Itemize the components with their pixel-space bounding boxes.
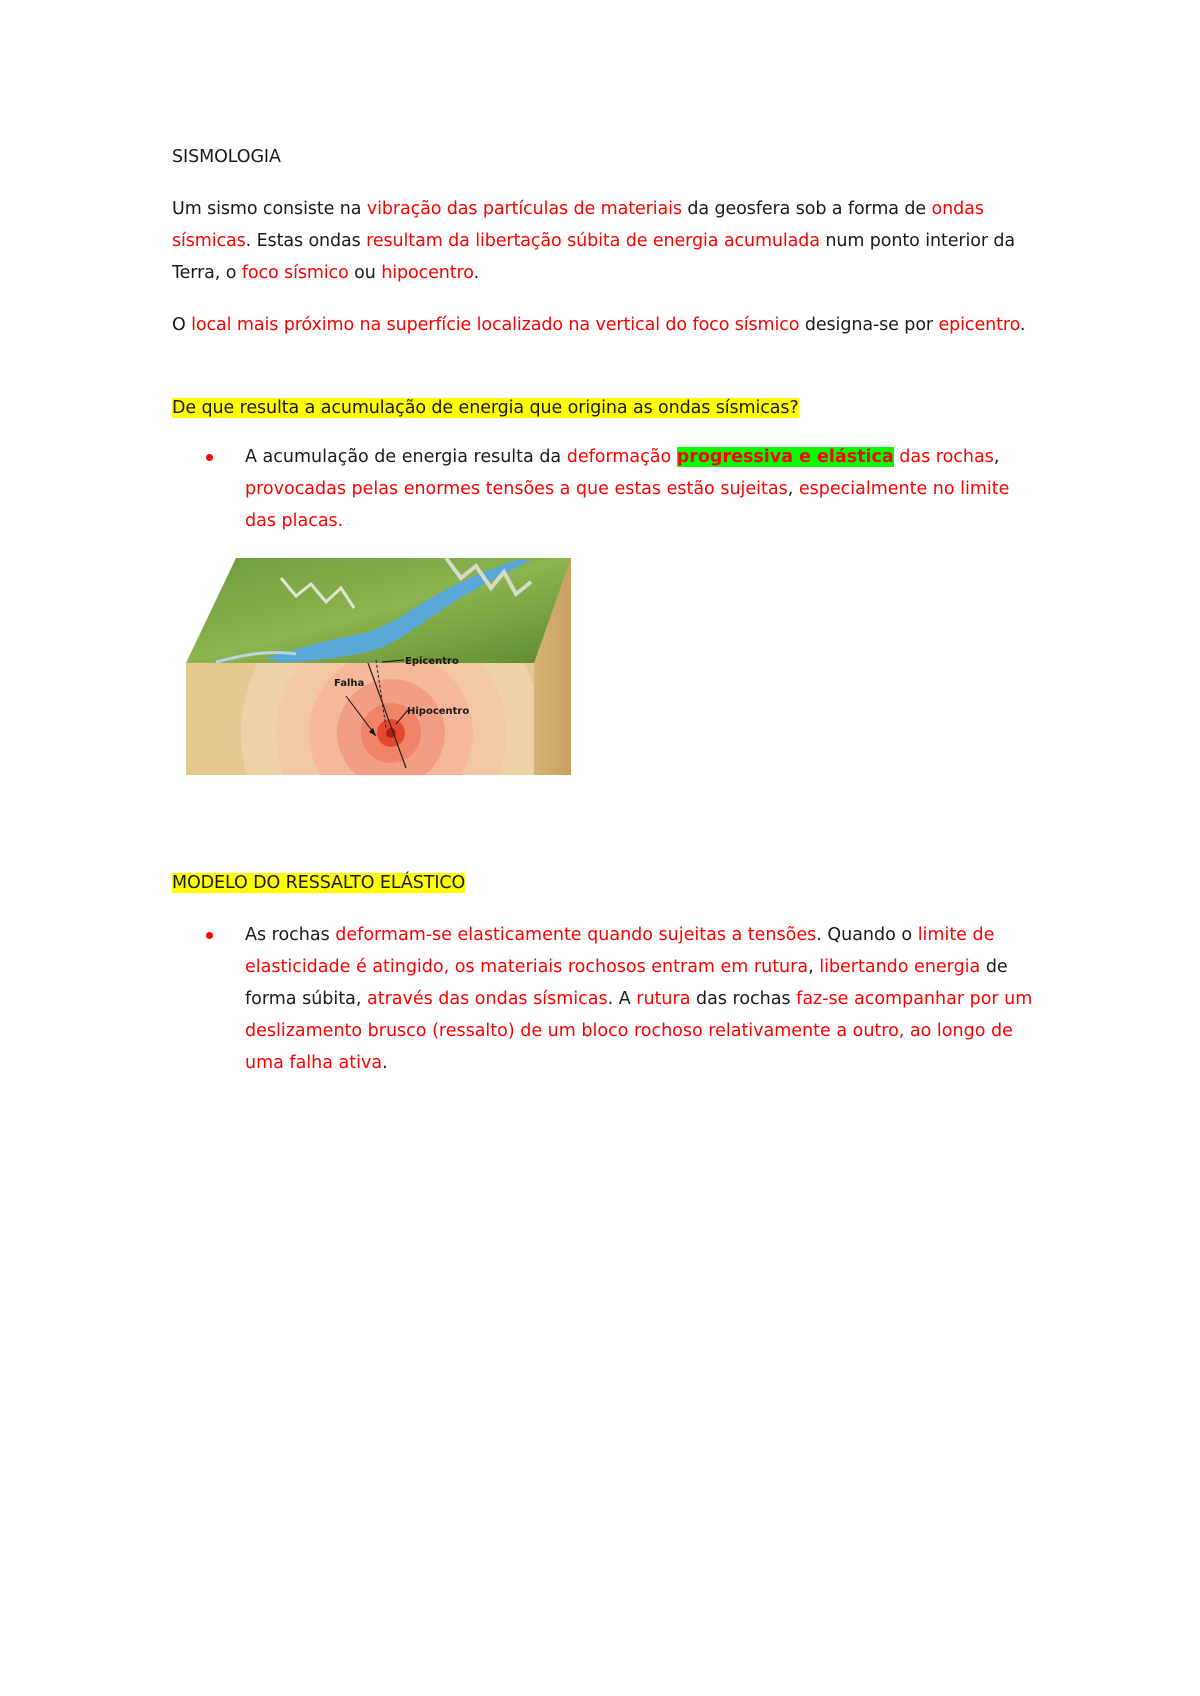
emphasis-run: através das ondas sísmicas (366, 989, 608, 1009)
section-title-ressalto (172, 867, 1032, 899)
section2-title-text: MODELO DO RESSALTO ELÁSTICO (172, 873, 466, 893)
document-title (172, 141, 1032, 173)
text-run: de forma súbita, (245, 957, 1008, 1009)
text-run (671, 447, 677, 467)
bullet-text (245, 919, 1035, 1079)
emphasis-run: deformação (566, 447, 672, 467)
paragraph-epicentro (172, 309, 1032, 341)
emphasis-run: foco sísmico (241, 263, 349, 283)
title-text: SISMOLOGIA (172, 147, 281, 167)
text-run: ou (348, 263, 382, 283)
text-run: . (382, 1053, 388, 1073)
text-run: Um sismo consiste na (172, 199, 367, 219)
text-run: O (172, 315, 192, 335)
label-epicentro: Epicentro (405, 656, 459, 667)
bullet-text (245, 441, 1035, 537)
text-run: . Estas ondas (245, 231, 367, 251)
emphasis-run: limite de elasticidade é atingido, os materiais rochosos entram em rutura (245, 925, 995, 977)
text-run: designa-se por (799, 315, 939, 335)
emphasis-run: faz-se acompanhar por um deslizamento brusco (ressalto) de um bloco rochoso relativamente a outro, ao longo de uma falha ativa (245, 989, 1033, 1073)
emphasis-run: libertando energia (819, 957, 981, 977)
emphasis-run: vibração das partículas de materiais (366, 199, 682, 219)
text-run: . A (607, 989, 637, 1009)
label-hipocentro: Hipocentro (407, 706, 470, 717)
text-run: . (473, 263, 480, 283)
text-run: As rochas (245, 925, 336, 945)
question-text: De que resulta a acumulação de energia que origina as ondas sísmicas? (172, 398, 799, 418)
earthquake-diagram-image (186, 558, 571, 775)
emphasis-run: hipocentro (381, 263, 474, 283)
green-highlight-run: progressiva e elástica (676, 447, 894, 467)
emphasis-run: deformam-se elasticamente quando sujeitas a tensões (335, 925, 817, 945)
emphasis-run: das rochas (893, 447, 994, 467)
text-run: . Quando o (816, 925, 918, 945)
text-run: das rochas (690, 989, 797, 1009)
text-run: . (1019, 315, 1026, 335)
text-run: num ponto interior da Terra, o (172, 231, 1016, 283)
paragraph-sismo-definition (172, 193, 1032, 289)
text-run: , (808, 957, 820, 977)
emphasis-run: epicentro (938, 315, 1020, 335)
label-falha: Falha (334, 678, 365, 689)
earthquake-diagram-svg (186, 558, 571, 775)
bullet-icon (206, 454, 213, 461)
emphasis-run: especialmente no limite das placas. (245, 479, 1010, 531)
text-run: , (993, 447, 1000, 467)
text-run: , (787, 479, 799, 499)
highlighted-question (172, 392, 1032, 424)
emphasis-run: ondas sísmicas (172, 199, 984, 251)
emphasis-run: rutura (636, 989, 691, 1009)
text-run: A acumulação de energia resulta da (245, 447, 567, 467)
text-run: da geosfera sob a forma de (681, 199, 932, 219)
emphasis-run: resultam da libertação súbita de energia acumulada (366, 231, 820, 251)
emphasis-run: provocadas pelas enormes tensões a que estas estão sujeitas (245, 479, 788, 499)
emphasis-run: local mais próximo na superfície localizado na vertical do foco sísmico (191, 315, 800, 335)
bullet-icon (206, 932, 213, 939)
